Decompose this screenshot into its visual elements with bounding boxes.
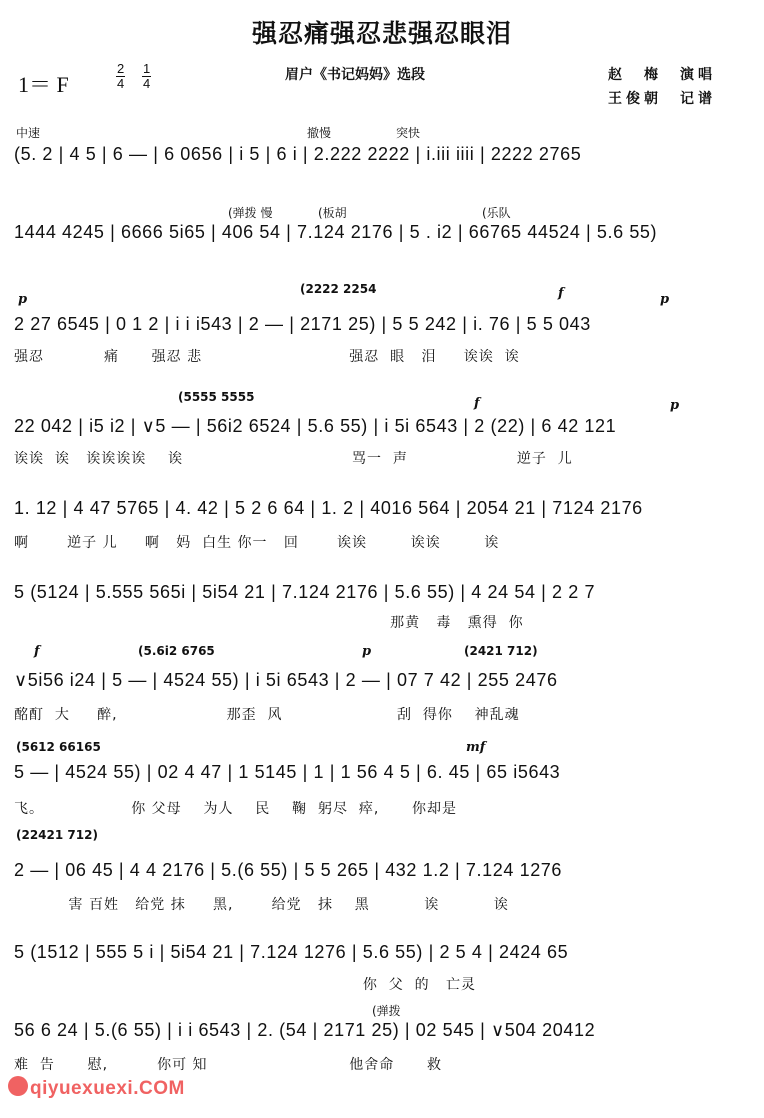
notation-line: 1444 4245 | 6666 5i65 | 406 54 | 7.124 2176 | 5 . i2 | 66765 44524 | 5.6 55): [14, 222, 658, 242]
instrument-marking: (板胡: [318, 206, 347, 220]
instrument-marking: (弹拨 慢: [228, 206, 273, 220]
instrument-marking: (弹拨: [372, 1004, 401, 1018]
dynamic-marking: p: [18, 292, 28, 307]
notation-line: 2 27 6545 | 0 1 2 | i i i543 | 2 — | 2171 25) | 5 5 242 | i. 76 | 5 5 043: [14, 314, 591, 334]
annotation: (2421 712): [464, 644, 538, 658]
performer-credit: 赵 梅 演唱: [608, 67, 716, 83]
lyrics-line: 啊 逆子 儿 啊 妈 白生 你一 回 诶诶 诶诶 诶: [14, 535, 500, 551]
lyrics-line: 你 父 的 亡灵: [14, 977, 476, 993]
lyrics-line: 诶诶 诶 诶诶诶诶 诶 骂一 声 逆子 儿: [14, 451, 573, 467]
notation-line: 2 — | 06 45 | 4 4 2176 | 5.(6 55) | 5 5 265 | 432 1.2 | 7.124 1276: [14, 860, 563, 880]
subtitle: 眉户《书记妈妈》选段: [285, 67, 425, 83]
dynamic-marking: p: [362, 644, 372, 659]
time-sig-numerator: 2: [117, 61, 125, 76]
instrument-marking: (乐队: [482, 206, 511, 220]
notation-line: 56 6 24 | 5.(6 55) | i i 6543 | 2. (54 | 2171 25) | 02 545 | ∨504 20412: [14, 1020, 596, 1040]
watermark: qiyuexuexi.COM: [30, 1078, 185, 1099]
time-signature-1-4: [142, 62, 151, 91]
lyrics-line: 酩酊 大 醉, 那歪 风 刮 得你 神乱魂: [14, 707, 520, 723]
lyrics-line: 强忍 痛 强忍 悲 强忍 眼 泪 诶诶 诶: [14, 349, 520, 365]
notation-line: (5. 2 | 4 5 | 6 — | 6 0656 | i 5 | 6 i | 2.222 2222 | i.iii iiii | 2222 2765: [14, 144, 582, 164]
time-sig-numerator: 1: [143, 61, 151, 76]
notation-line: 5 (1512 | 555 5 i | 5i54 21 | 7.124 1276 | 5.6 55) | 2 5 4 | 2424 65: [14, 942, 569, 962]
lyrics-line: 那黄 毒 熏得 你: [14, 615, 524, 631]
annotation: (2222 2254: [300, 282, 377, 296]
lyrics-line: 难 告 慰, 你可 知 他舍命 救: [14, 1057, 442, 1073]
annotation: (22421 712): [16, 828, 98, 842]
dynamic-marking: p: [660, 292, 670, 307]
notation-line: 5 (5124 | 5.555 565i | 5i54 21 | 7.124 2176 | 5.6 55) | 4 24 54 | 2 2 7: [14, 582, 596, 602]
notation-line: 22 042 | i5 i2 | ∨5 — | 56i2 6524 | 5.6 55) | i 5i 6543 | 2 (22) | 6 42 121: [14, 416, 617, 436]
notation-line: 5 — | 4524 55) | 02 4 47 | 1 5145 | 1 | 1 56 4 5 | 6. 45 | 65 i5643: [14, 762, 561, 782]
annotation: (5.6i2 6765: [138, 644, 215, 658]
annotation: (5612 66165: [16, 740, 101, 754]
site-logo-icon: [8, 1076, 28, 1096]
lyrics-line: 飞。 你 父母 为人 民 鞠 躬尽 瘁, 你却是: [14, 801, 458, 817]
tempo-marking: 中速: [16, 126, 41, 140]
annotation: (5555 5555: [178, 390, 255, 404]
dynamic-marking: f: [34, 644, 40, 659]
transcriber-credit: 王俊朝 记谱: [608, 91, 716, 107]
page-title: 强忍痛强忍悲强忍眼泪: [251, 19, 512, 48]
notation-line: ∨5i56 i24 | 5 — | 4524 55) | i 5i 6543 | 2 — | 07 7 42 | 255 2476: [14, 670, 558, 690]
dynamic-marking: p: [670, 398, 680, 413]
lyrics-line: 害 百姓 给党 抹 黑, 给党 抹 黑 诶 诶: [14, 897, 509, 913]
time-sig-denominator: 4: [143, 76, 151, 91]
key-signature: 1＝ F: [18, 72, 69, 97]
notation-line: 1. 12 | 4 47 5765 | 4. 42 | 5 2 6 64 | 1. 2 | 4016 564 | 2054 21 | 7124 2176: [14, 498, 643, 518]
time-sig-denominator: 4: [117, 76, 125, 91]
tempo-marking: 撤慢: [307, 126, 332, 140]
dynamic-marking: f: [558, 286, 564, 301]
time-signature-2-4: [116, 62, 125, 91]
tempo-marking: 突快: [396, 126, 421, 140]
dynamic-marking: mf: [466, 740, 486, 755]
dynamic-marking: f: [474, 396, 480, 411]
